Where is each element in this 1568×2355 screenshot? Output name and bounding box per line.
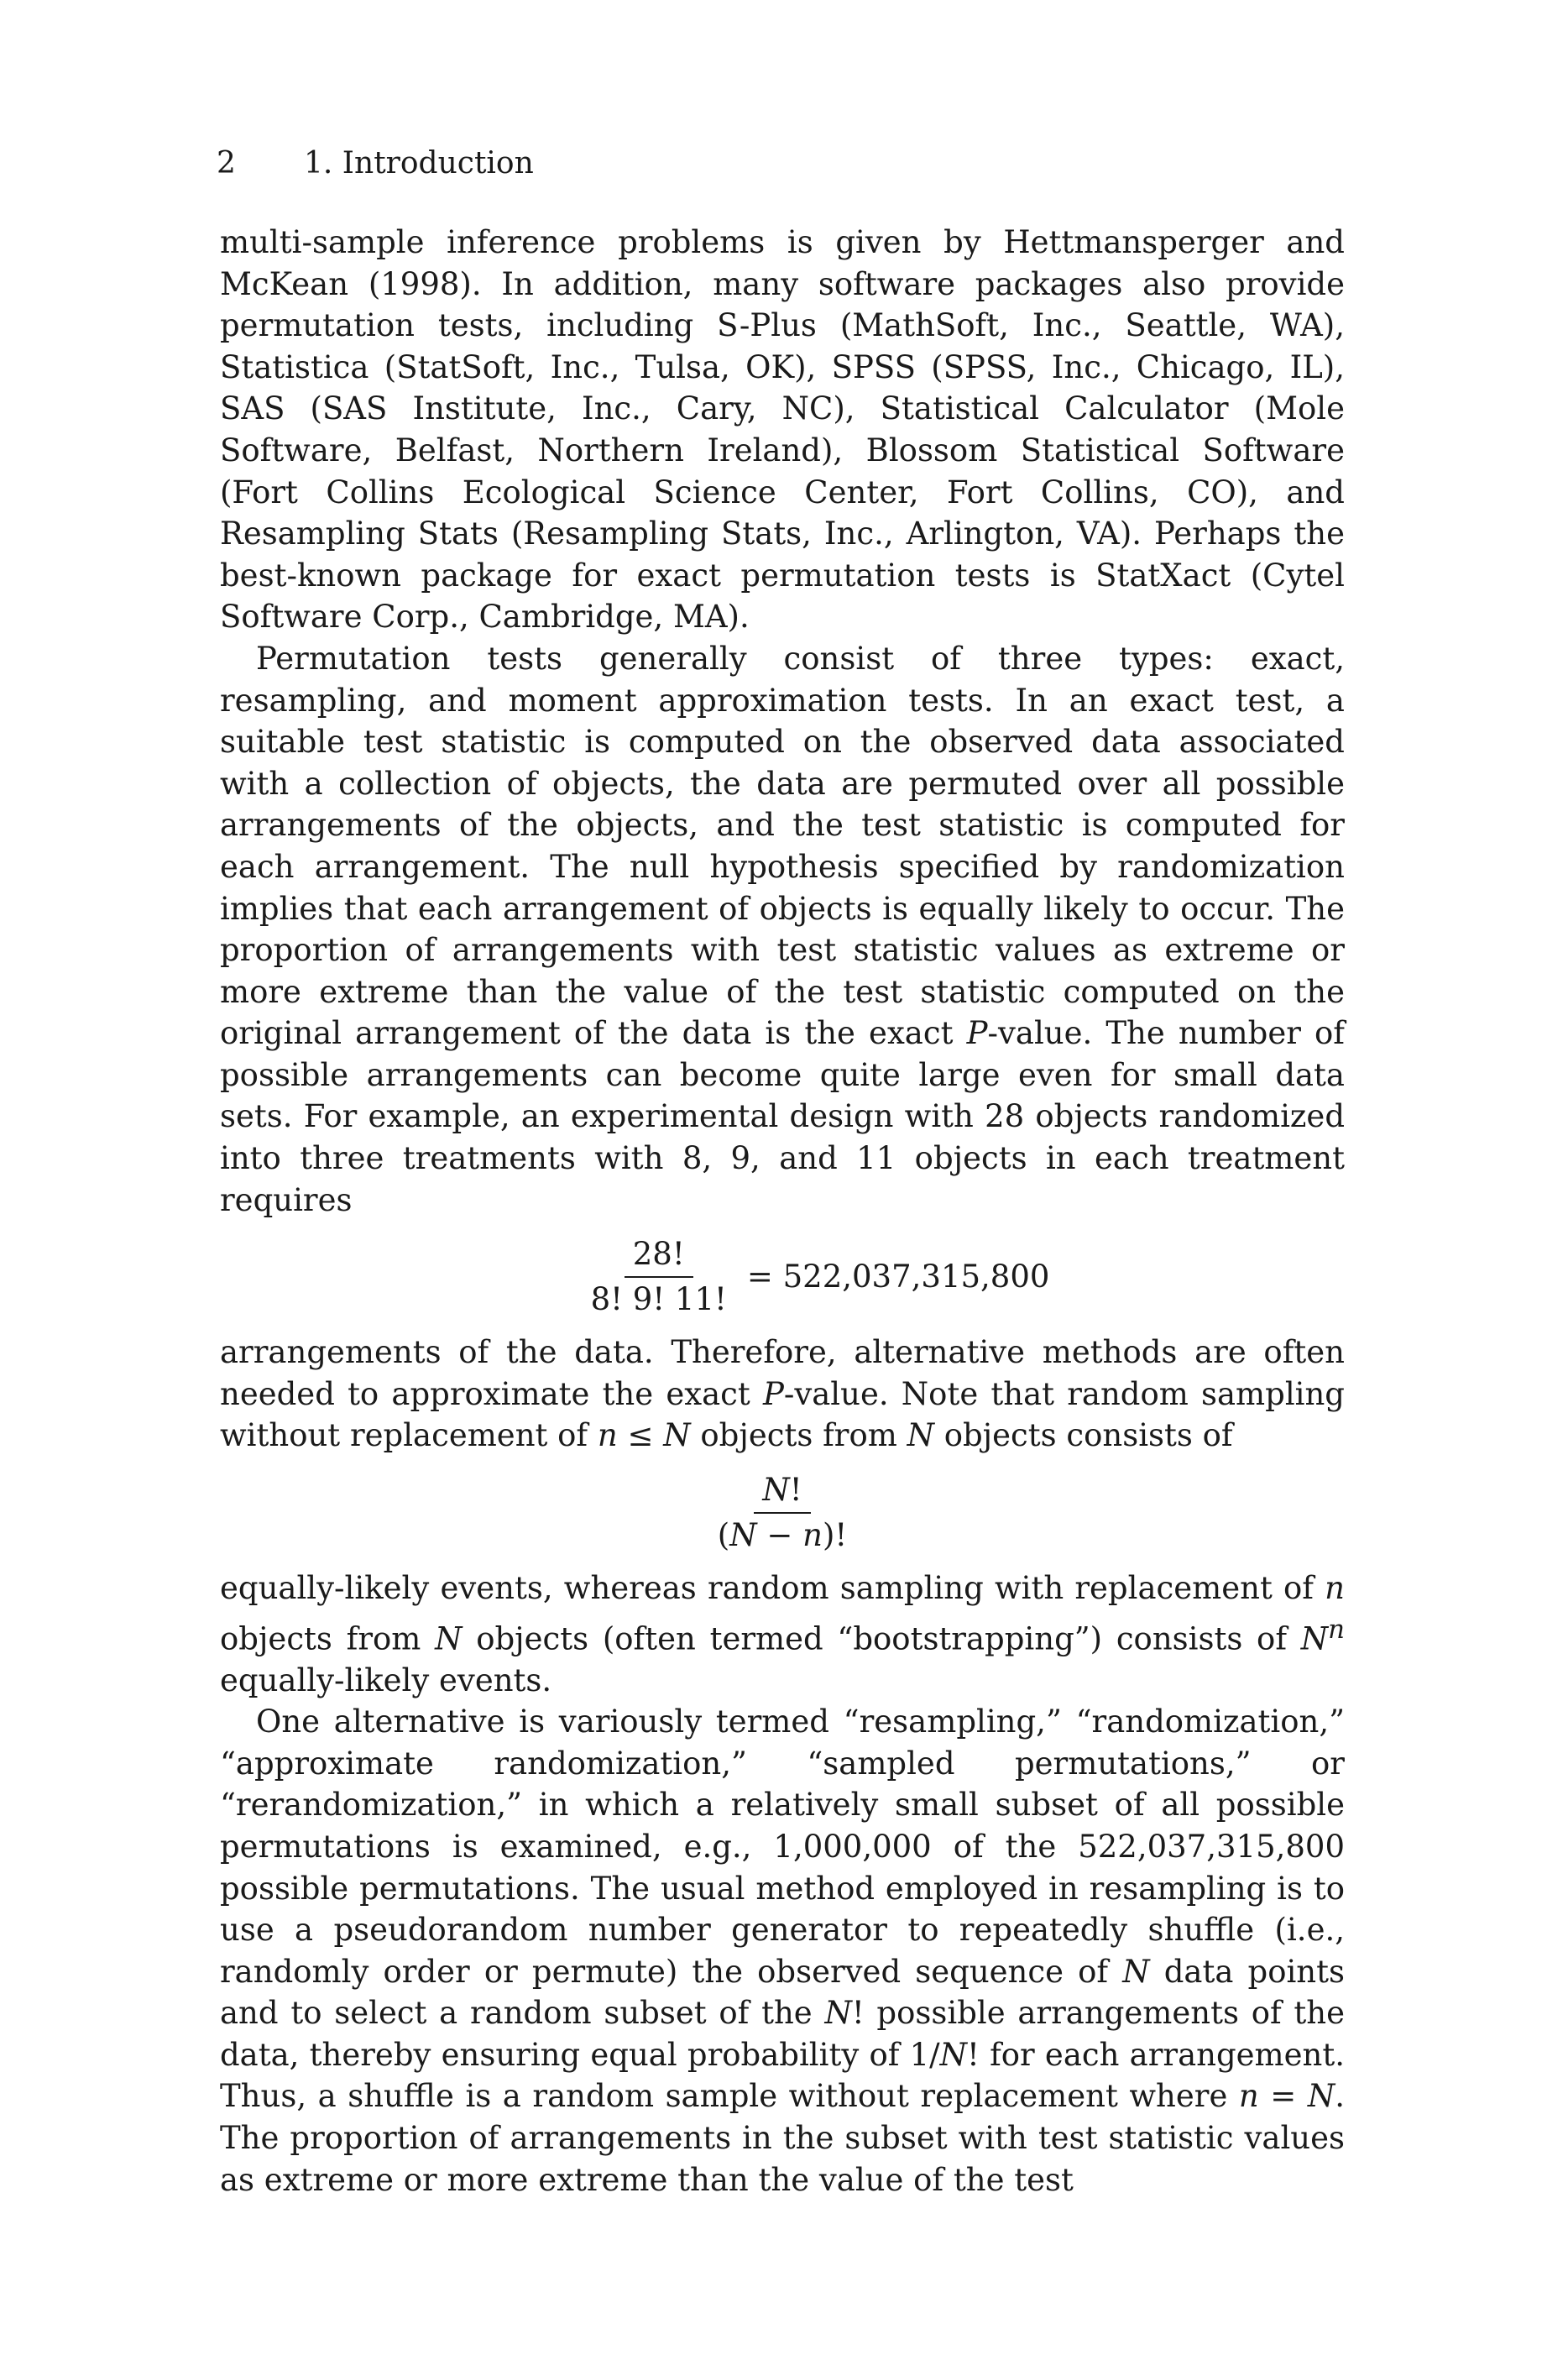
fraction-numerator: 28! <box>625 1234 693 1278</box>
paragraph-5: One alternative is variously termed “resampling,” “randomization,” “approximate randomization,” “sampled permutations,” or “rerandomization,” in which a relatively small subset of all possible permutations is examined, e.g., 1,000,000 of the 522,037,315,800 possible permutations. The usual method employed in resampling is to use a pseudorandom number generator to repeatedly shuffle (i.e., randomly order or permute) the observed sequence of N data points and to select a random subset of the N! possible arrangements of the data, thereby ensuring equal probability of 1/N! for each arrangement. Thus, a shuffle is a random sample without replacement where n = N. The proportion of arrangements in the subset with test statistic values as extreme or more extreme than the value of the test <box>220 1703 1346 2198</box>
paragraph-2: Permutation tests generally consist of three types: exact, resampling, and moment approximation tests. In an exact test, a suitable test statistic is computed on the observed data associated with a collection of objects, the data are permuted over all possible arrangements of the objects, and the test statistic is computed for each arrangement. The null hypothesis specified by randomization implies that each arrangement of objects is equally likely to occur. The proportion of arrangements with test statistic values as extreme or more extreme than the value of the test statistic computed on the original arrangement of the data is the exact P-value. The number of possible arrangements can become quite large even for small data sets. For example, an experimental design with 28 objects randomized into three treatments with 8, 9, and 11 objects in each treatment requires <box>220 640 1345 1218</box>
fraction <box>583 1234 735 1320</box>
running-header <box>217 143 534 185</box>
fraction <box>709 1470 856 1556</box>
chapter-title: 1. Introduction <box>304 146 534 181</box>
fraction-numerator: N! <box>754 1470 810 1514</box>
paragraph-3: arrangements of the data. Therefore, alternative methods are often needed to approximate the exact P-value. Note that random sampling without replacement of n ≤ N objects from N objects consists of <box>220 1334 1345 1454</box>
body-text <box>220 222 1345 2201</box>
paragraph-1: multi-sample inference problems is given by Hettmansperger and McKean (1998). In addition, many software packages also provide permutation tests, including S-Plus (MathSoft, Inc., Seattle, WA), Statistica (StatSoft, Inc., Tulsa, OK), SPSS (SPSS, Inc., Chicago, IL), SAS (SAS Institute, Inc., Cary, NC), Statistical Calculator (Mole Software, Belfast, Northern Ireland), Blossom Statistical Software (Fort Collins Ecological Science Center, Fort Collins, CO), and Resampling Stats (Resampling Stats, Inc., Arlington, VA). Perhaps the best-known package for exact permutation tests is StatXact (Cytel Software Corp., Cambridge, MA). <box>220 224 1345 636</box>
fraction-denominator: (N − n)! <box>717 1517 848 1554</box>
equation-arrangements-count <box>220 1234 1345 1320</box>
paragraph-4: equally-likely events, whereas random sampling with replacement of n objects from N objects (often termed “bootstrapping”) consists of $N^n$ equally-likely events. <box>220 1570 1345 1698</box>
fraction-denominator: 8! 9! 11! <box>590 1281 727 1318</box>
equation-result: = 522,037,315,800 <box>746 1259 1050 1295</box>
equation-sampling-without-replacement <box>220 1470 1345 1556</box>
page-number: 2 <box>217 146 236 181</box>
